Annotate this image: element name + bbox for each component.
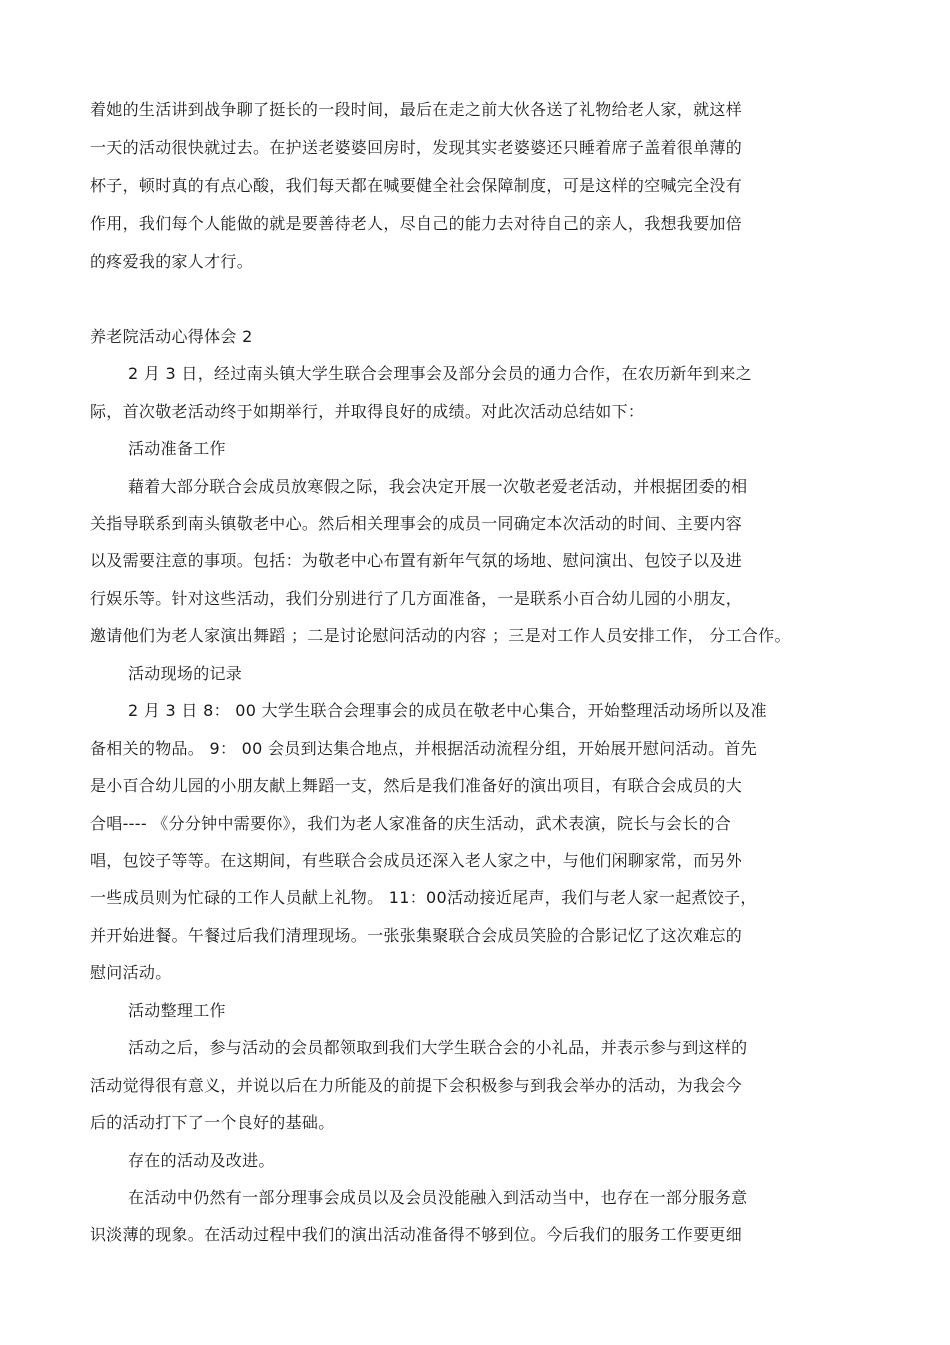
section-title: 养老院活动心得体会 2 bbox=[90, 327, 253, 346]
prep-line: 藉着大部分联合会成员放寒假之际，我会决定开展一次敬老爱老活动，并根据团委的相 bbox=[128, 477, 748, 496]
subheading-issues: 存在的活动及改进。 bbox=[128, 1151, 275, 1170]
issues-line: 在活动中仍然有一部分理事会成员以及会员没能融入到活动当中，也存在一部分服务意 bbox=[128, 1188, 748, 1207]
subheading-record: 活动现场的记录 bbox=[128, 664, 243, 683]
prep-line: 邀请他们为老人家演出舞蹈 ；二是讨论慰问活动的内容 ；三是对工作人员安排工作， 分工合作。 bbox=[90, 626, 791, 645]
record-line: 唱，包饺子等等。在这期间，有些联合会成员还深入老人家之中，与他们闲聊家常，而另外 bbox=[90, 851, 743, 870]
intro-line: 际，首次敬老活动终于如期举行，并取得良好的成绩。对此次活动总结如下： bbox=[90, 402, 645, 421]
record-line: 是小百合幼儿园的小朋友献上舞蹈一支，然后是我们准备好的演出项目，有联合会成员的大 bbox=[90, 776, 743, 795]
subheading-wrapup: 活动整理工作 bbox=[128, 1001, 226, 1020]
wrapup-line: 活动之后，参与活动的会员都领取到我们大学生联合会的小礼品，并表示参与到这样的 bbox=[128, 1038, 748, 1057]
body-line: 的疼爱我的家人才行。 bbox=[90, 252, 254, 271]
body-line: 杯子，顿时真的有点心酸，我们每天都在喊要健全社会保障制度，可是这样的空喊完全没有 bbox=[90, 176, 743, 195]
prep-line: 关指导联系到南头镇敬老中心。然后相关理事会的成员一同确定本次活动的时间、主要内容 bbox=[90, 514, 743, 533]
body-line: 一天的活动很快就过去。在护送老婆婆回房时，发现其实老婆婆还只睡着席子盖着很单薄的 bbox=[90, 138, 743, 157]
record-line: 2 月 3 日 8： 00 大学生联合会理事会的成员在敬老中心集合，开始整理活动场所以及准 bbox=[128, 701, 767, 720]
wrapup-line: 活动觉得很有意义，并说以后在力所能及的前提下会积极参与到我会举办的活动，为我会今 bbox=[90, 1076, 743, 1095]
intro-line: 2 月 3 日，经过南头镇大学生联合会理事会及部分会员的通力合作，在农历新年到来之 bbox=[128, 364, 752, 383]
record-line: 慰问活动。 bbox=[90, 963, 172, 982]
prep-line: 行娱乐等。针对这些活动，我们分别进行了几方面准备，一是联系小百合幼儿园的小朋友， bbox=[90, 589, 743, 608]
subheading-prep: 活动准备工作 bbox=[128, 439, 226, 458]
wrapup-line: 后的活动打下了一个良好的基础。 bbox=[90, 1113, 335, 1132]
record-line: 备相关的物品。 9： 00 会员到达集合地点，并根据活动流程分组，开始展开慰问活动。首先 bbox=[90, 739, 757, 758]
record-line: 合唱---- 《分分钟中需要你》，我们为老人家准备的庆生活动，武术表演，院长与会长的合 bbox=[90, 814, 732, 833]
body-line: 作用，我们每个人能做的就是要善待老人，尽自己的能力去对待自己的亲人，我想我要加倍 bbox=[90, 214, 743, 233]
prep-line: 以及需要注意的事项。包括：为敬老中心布置有新年气氛的场地、慰问演出、包饺子以及进 bbox=[90, 551, 743, 570]
record-line: 一些成员则为忙碌的工作人员献上礼物。 11：00活动接近尾声，我们与老人家一起煮饺子， bbox=[90, 888, 757, 907]
record-line: 并开始进餐。午餐过后我们清理现场。一张张集聚联合会成员笑脸的合影记忆了这次难忘的 bbox=[90, 926, 743, 945]
body-line: 着她的生活讲到战争聊了挺长的一段时间，最后在走之前大伙各送了礼物给老人家，就这样 bbox=[90, 100, 743, 119]
issues-line: 识淡薄的现象。在活动过程中我们的演出活动准备得不够到位。今后我们的服务工作要更细 bbox=[90, 1225, 743, 1244]
